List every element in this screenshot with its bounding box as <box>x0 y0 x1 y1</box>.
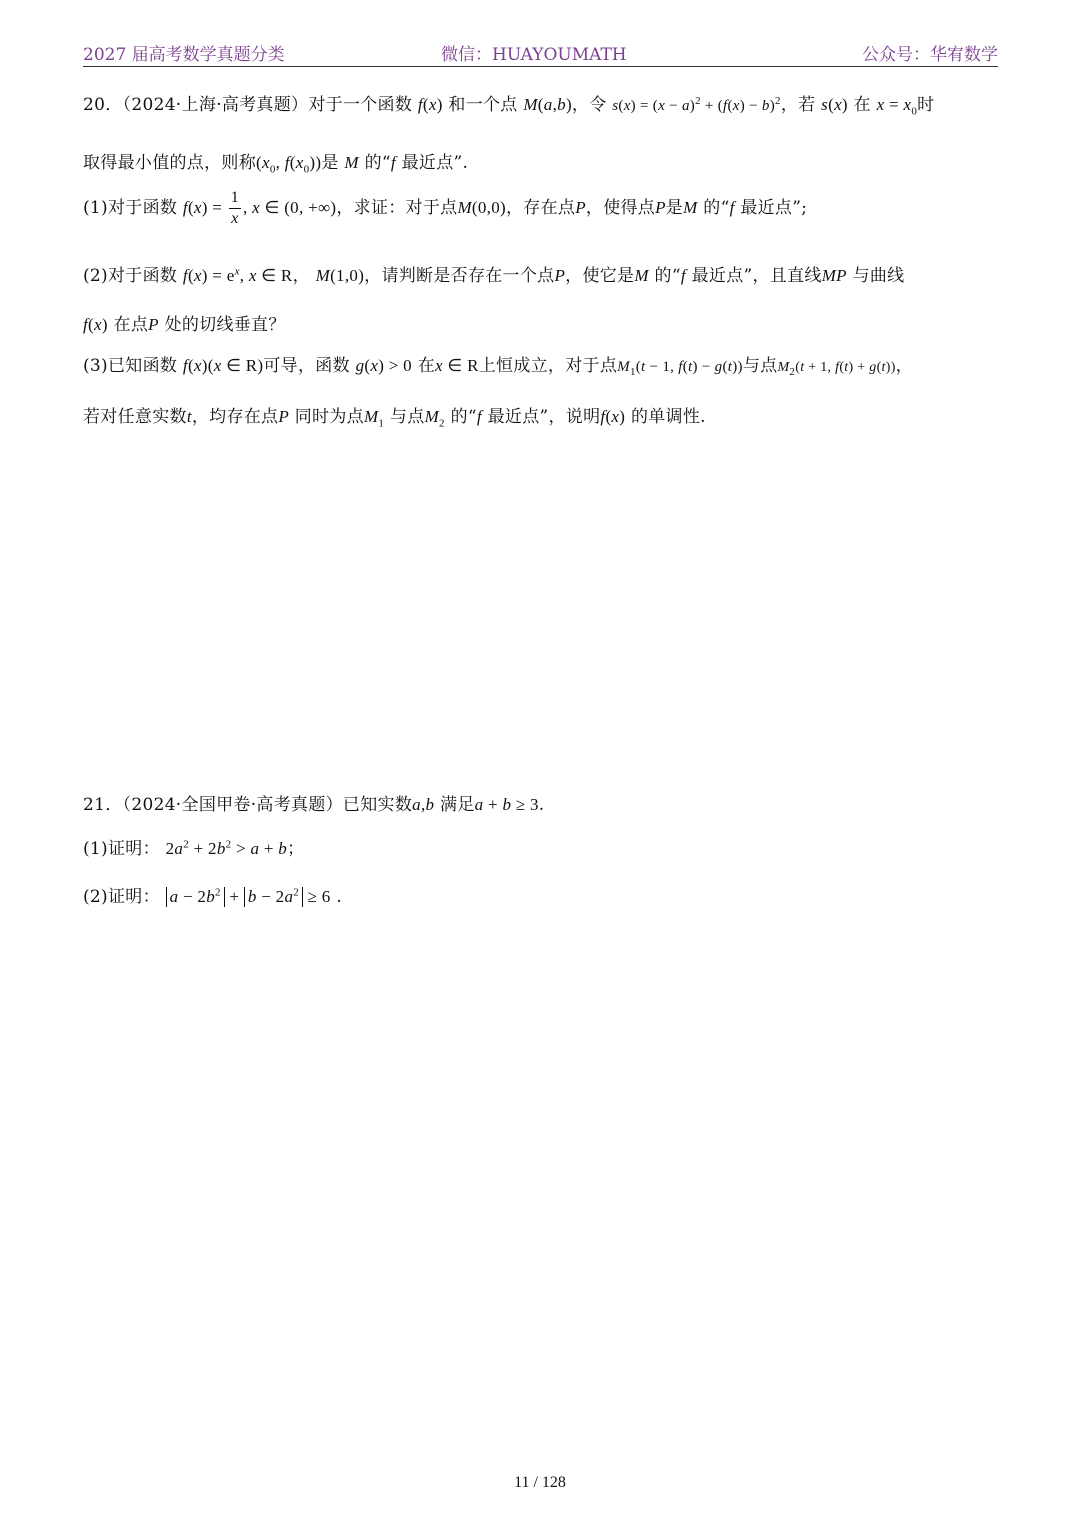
q20-number: 20． <box>83 95 123 115</box>
header-series-title: 2027 届高考数学真题分类 <box>83 45 285 65</box>
q21-part2: (2)证明： $a - 2b^2 + b - 2a^2 \ge 6$ . <box>83 886 343 907</box>
q20-part2-cont: f(x) 在点P 处的切线垂直？ <box>83 315 286 335</box>
q20-source: （2024·上海·高考真题） <box>122 95 309 115</box>
fraction-one-over-x: $\frac{1}{x}$ <box>230 189 240 227</box>
q20-part1: (1)对于函数 f(x) = $\frac{1}{x}$ , x ∈ (0, +∞)，求证：对于点M(0,0)，存在点P，使得点P是M 的“f 最近点”; <box>83 189 808 227</box>
q21-source: （2024·全国甲卷·高考真题） <box>122 795 343 815</box>
header-official-account: 公众号：华宥数学 <box>862 45 998 65</box>
q21-part1: (1)证明： $2a^2 + 2b^2 > a + b$； <box>83 838 305 859</box>
q21-stem: 21．（2024·全国甲卷·高考真题）已知实数a,b 满足a + b ≥ 3. <box>83 795 545 815</box>
q20-part3: (3)已知函数 f(x)(x ∈ R)可导，函数 g(x) > 0 在x ∈ R上恒成立，对于点$M_1(t - 1$, f(t) − g(t))与点$M_2(t + 1$, f(t) + g(t))， <box>83 356 913 378</box>
header-wechat: 微信：HUAYOUMATH <box>441 45 627 65</box>
q20-part2: (2)对于函数 $f(x) = e^x$, x ∈ R， M(1,0)，请判断是否存在一个点P，使它是M 的“f 最近点”，且直线MP 与曲线 <box>83 265 905 286</box>
q20-stem-line1: 20．（2024·上海·高考真题）对于一个函数 f(x) 和一个点 M(a,b)，令 $s(x) = (x - a)^2 + (f(x) - b)^2$，若 s(x) 在 $x = x_0$时 <box>83 95 935 118</box>
q21-number: 21． <box>83 795 123 815</box>
page-number: 11 / 128 <box>514 1474 566 1491</box>
q20-part3-cont: 若对任意实数t，均存在点P 同时为点$M_1$ 与点$M_2$ 的“f 最近点”，说明f(x) 的单调性. <box>83 407 706 430</box>
page-header <box>83 38 998 67</box>
q20-stem-line2: 取得最小值的点，则称($x_0$, $f(x_0)$)是 M 的“f 最近点”. <box>83 153 469 176</box>
